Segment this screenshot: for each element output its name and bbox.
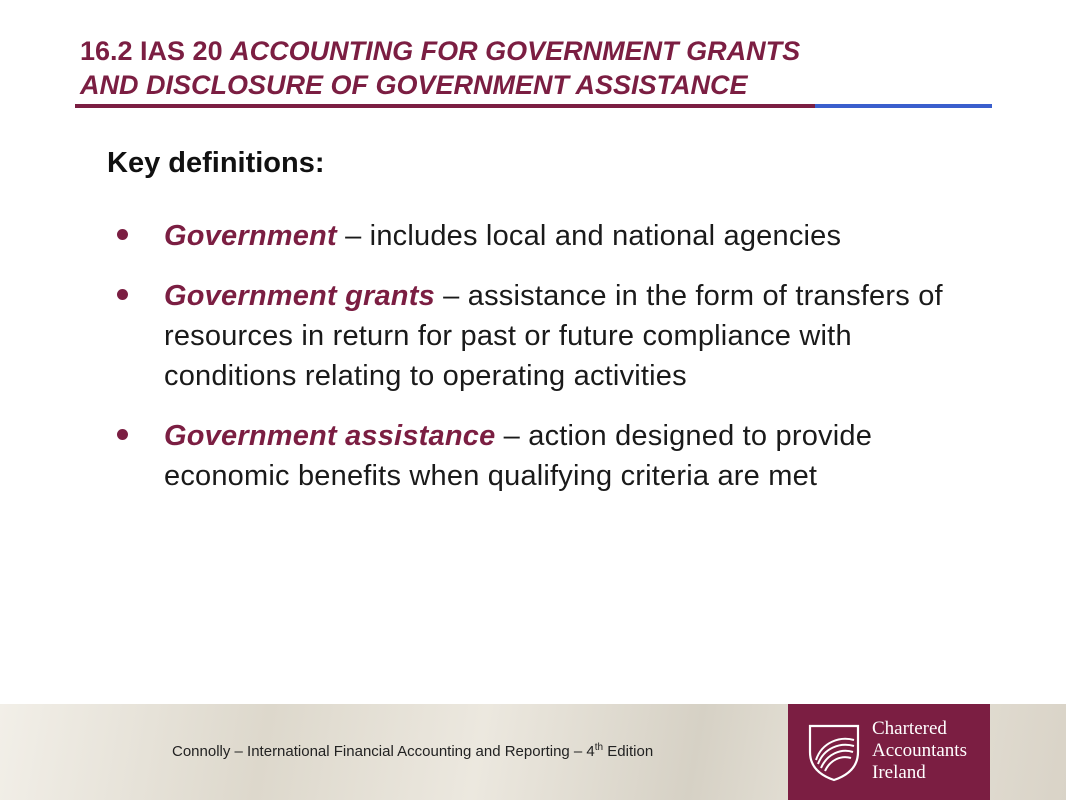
footer-text-after: Edition bbox=[603, 743, 654, 760]
logo-line-2: Accountants bbox=[872, 740, 967, 761]
slide-title bbox=[80, 34, 980, 102]
title-italic: ACCOUNTING FOR GOVERNMENT GRANTS bbox=[230, 36, 801, 66]
bullet-term: Government grants bbox=[164, 280, 435, 312]
bullet-text: – assistance in the form of transfers of resources in return for past or future compliance with conditions relating to operating activities bbox=[164, 280, 943, 392]
definition-list bbox=[110, 216, 970, 516]
bullet-term: Government assistance bbox=[164, 420, 496, 452]
chartered-accountants-logo bbox=[788, 704, 990, 800]
title-line-1 bbox=[80, 34, 980, 68]
logo-wordmark bbox=[872, 718, 967, 784]
bullet-dot-icon bbox=[117, 229, 128, 240]
bullet-dot-icon bbox=[117, 429, 128, 440]
footer-band bbox=[0, 704, 1066, 800]
title-line-2: AND DISCLOSURE OF GOVERNMENT ASSISTANCE bbox=[80, 70, 748, 100]
footer-sup: th bbox=[594, 742, 604, 753]
bullet-text: – includes local and national agencies bbox=[336, 220, 842, 252]
bullet-government-assistance bbox=[110, 416, 970, 496]
bullet-text: – action designed to provide economic benefits when qualifying criteria are met bbox=[164, 420, 873, 492]
bullet-dot-icon bbox=[117, 289, 128, 300]
shield-swirl-icon bbox=[806, 722, 862, 782]
title-rule-maroon bbox=[75, 104, 815, 108]
bullet-term: Government bbox=[164, 220, 337, 252]
logo-line-1: Chartered bbox=[872, 718, 947, 739]
bullet-government bbox=[110, 216, 970, 256]
logo-line-3: Ireland bbox=[872, 762, 926, 783]
section-heading: Key definitions: bbox=[107, 147, 325, 179]
footer-text-before: Connolly – International Financial Accounting and Reporting – 4 bbox=[172, 743, 595, 760]
title-prefix: 16.2 IAS 20 bbox=[80, 36, 231, 66]
bullet-government-grants bbox=[110, 276, 970, 396]
title-rule-blue bbox=[815, 104, 992, 108]
footer-citation bbox=[172, 742, 653, 760]
